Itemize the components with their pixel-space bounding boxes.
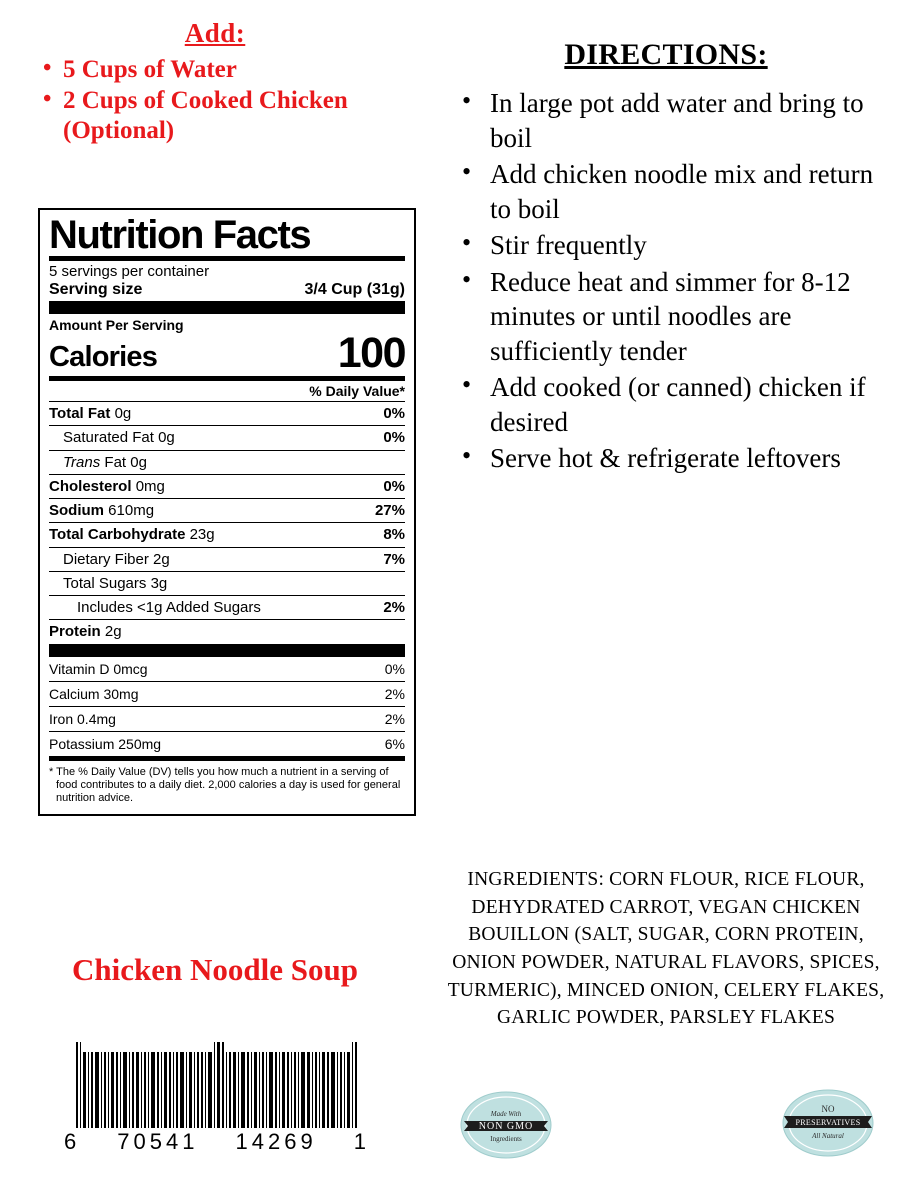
nutrient-amount: 2g bbox=[104, 623, 122, 641]
vitamin-label: Iron 0.4mg bbox=[49, 710, 116, 727]
barcode-bar bbox=[226, 1052, 227, 1128]
barcode-bar bbox=[148, 1052, 149, 1128]
barcode-bars bbox=[62, 1042, 372, 1128]
vitamin-row bbox=[49, 707, 405, 731]
nutrient-label: Includes <1g Added Sugars bbox=[77, 599, 261, 617]
barcode-bar bbox=[197, 1052, 199, 1128]
nutrition-facts-panel bbox=[38, 208, 416, 816]
nutrient-row bbox=[49, 596, 405, 619]
barcode-bar bbox=[214, 1042, 215, 1128]
nutrient-row bbox=[49, 548, 405, 571]
nutrient-amount: 0g bbox=[158, 429, 175, 447]
barcode-bar bbox=[151, 1052, 155, 1128]
barcode-bar bbox=[180, 1052, 184, 1128]
serving-size-row bbox=[49, 281, 405, 301]
list-item: • Add chicken noodle mix and return to boil bbox=[460, 157, 886, 226]
no-preservatives-seal-icon bbox=[782, 1088, 874, 1158]
nutrient-row bbox=[49, 523, 405, 546]
barcode-bar bbox=[217, 1042, 220, 1128]
barcode-bar bbox=[322, 1052, 325, 1128]
directions-list bbox=[432, 86, 900, 476]
right-column bbox=[432, 0, 900, 1200]
amount-per-serving-label: Amount Per Serving bbox=[49, 317, 184, 334]
nutrient-dv: 0% bbox=[383, 405, 405, 423]
barcode-bar bbox=[208, 1052, 212, 1128]
nutrient-row bbox=[49, 402, 405, 425]
barcode-bar bbox=[269, 1052, 273, 1128]
barcode-bar bbox=[201, 1052, 203, 1128]
seal-line3: Ingredients bbox=[490, 1135, 522, 1143]
nutrient-dv: 7% bbox=[383, 550, 405, 568]
nutrient-label: Trans bbox=[63, 453, 101, 471]
barcode-bar bbox=[169, 1052, 171, 1128]
barcode-bar bbox=[233, 1052, 236, 1128]
vitamin-label: Calcium 30mg bbox=[49, 685, 139, 702]
barcode-digit-group: 1 bbox=[353, 1129, 370, 1154]
barcode-bar bbox=[186, 1052, 187, 1128]
barcode-bar bbox=[254, 1052, 257, 1128]
seal-line2: PRESERVATIVES bbox=[795, 1118, 861, 1127]
barcode-bar bbox=[282, 1052, 285, 1128]
barcode-digits bbox=[62, 1128, 372, 1155]
barcode-bar bbox=[229, 1052, 231, 1128]
barcode-bar bbox=[101, 1052, 102, 1128]
seal-line1: Made With bbox=[490, 1110, 522, 1118]
barcode-bar bbox=[120, 1052, 121, 1128]
vitamin-row bbox=[49, 682, 405, 706]
barcode-bar bbox=[164, 1052, 167, 1128]
barcode-bar bbox=[251, 1052, 252, 1128]
nutrient-amount: 2g bbox=[153, 550, 170, 568]
vitamin-label: Vitamin D 0mcg bbox=[49, 660, 148, 677]
serving-size-label: Serving size bbox=[49, 281, 143, 299]
barcode-bar bbox=[123, 1052, 127, 1128]
barcode-bar bbox=[95, 1052, 99, 1128]
barcode-bar bbox=[291, 1052, 292, 1128]
barcode-bar bbox=[222, 1042, 224, 1128]
nutrient-dv: 2% bbox=[383, 599, 405, 617]
serving-size-value: 3/4 Cup (31g) bbox=[304, 281, 405, 299]
divider bbox=[49, 301, 405, 314]
vitamin-label: Potassium 250mg bbox=[49, 735, 162, 752]
vitamin-dv: 2% bbox=[384, 710, 405, 727]
seal-line3: All Natural bbox=[812, 1132, 844, 1140]
product-name: Chicken Noodle Soup bbox=[72, 952, 358, 987]
barcode-bar bbox=[161, 1052, 162, 1128]
barcode-bar bbox=[327, 1052, 329, 1128]
barcode-bar bbox=[194, 1052, 195, 1128]
add-section-title: Add: bbox=[184, 18, 246, 48]
non-gmo-seal-icon bbox=[460, 1090, 552, 1160]
barcode-bar bbox=[312, 1052, 313, 1128]
barcode-digit-group: 70541 bbox=[117, 1129, 199, 1154]
nutrient-amount: 0g bbox=[114, 405, 132, 423]
nutrition-facts-title: Nutrition Facts bbox=[49, 213, 311, 257]
barcode-bar bbox=[315, 1052, 317, 1128]
calories-row bbox=[49, 329, 405, 378]
vitamin-row bbox=[49, 657, 405, 681]
nutrient-label: Total Fat bbox=[49, 405, 111, 423]
list-item: • Reduce heat and simmer for 8-12 minutes or until noodles are sufficiently tender bbox=[460, 265, 886, 369]
nutrient-row bbox=[49, 426, 405, 449]
add-ingredients-list bbox=[37, 55, 393, 147]
nutrient-row bbox=[49, 572, 405, 595]
barcode-bar bbox=[352, 1042, 353, 1128]
barcode bbox=[62, 1042, 372, 1155]
list-item: • 5 Cups of Water bbox=[37, 55, 393, 86]
barcode-bar bbox=[340, 1052, 342, 1128]
nutrient-amount: 23g bbox=[189, 526, 215, 544]
nutrient-label: Dietary Fiber bbox=[63, 550, 149, 568]
barcode-bar bbox=[241, 1052, 245, 1128]
barcode-bar bbox=[129, 1052, 130, 1128]
list-item: • Serve hot & refrigerate leftovers bbox=[460, 441, 886, 476]
vitamin-dv: 0% bbox=[384, 660, 405, 677]
seal-line2: NON GMO bbox=[478, 1121, 534, 1132]
directions-title: DIRECTIONS: bbox=[564, 38, 768, 71]
barcode-bar bbox=[189, 1052, 192, 1128]
barcode-bar bbox=[331, 1052, 335, 1128]
nutrient-label: Protein bbox=[49, 623, 101, 641]
barcode-bar bbox=[144, 1052, 146, 1128]
barcode-bar bbox=[262, 1052, 264, 1128]
barcode-digit-group: 6 bbox=[64, 1129, 81, 1154]
nutrient-row bbox=[49, 620, 405, 643]
barcode-bar bbox=[136, 1052, 139, 1128]
add-section bbox=[0, 0, 430, 147]
nutrient-amount: 0mg bbox=[135, 477, 165, 495]
barcode-bar bbox=[116, 1052, 118, 1128]
barcode-bar bbox=[104, 1052, 106, 1128]
nutrient-amount: 3g bbox=[150, 574, 168, 592]
barcode-bar bbox=[279, 1052, 280, 1128]
barcode-bar bbox=[176, 1052, 178, 1128]
nutrient-label: Cholesterol bbox=[49, 477, 132, 495]
vitamin-dv: 2% bbox=[384, 685, 405, 702]
barcode-bar bbox=[111, 1052, 114, 1128]
barcode-bar bbox=[259, 1052, 260, 1128]
daily-value-header: % Daily Value* bbox=[309, 383, 405, 400]
barcode-bar bbox=[91, 1052, 93, 1128]
barcode-bar bbox=[307, 1052, 310, 1128]
barcode-bar bbox=[344, 1052, 345, 1128]
barcode-bar bbox=[355, 1042, 357, 1128]
servings-per-container: 5 servings per container bbox=[49, 263, 210, 281]
left-column bbox=[0, 0, 430, 1200]
barcode-bar bbox=[141, 1052, 142, 1128]
barcode-bar bbox=[287, 1052, 289, 1128]
nutrient-row bbox=[49, 499, 405, 522]
seal-line1: NO bbox=[821, 1104, 835, 1114]
barcode-bar bbox=[275, 1052, 277, 1128]
list-item: • 2 Cups of Cooked Chicken (Optional) bbox=[37, 86, 393, 147]
barcode-bar bbox=[157, 1052, 159, 1128]
nutrient-dv: 27% bbox=[374, 502, 405, 520]
nutrient-label: Sodium bbox=[49, 502, 104, 520]
ingredients-text: INGREDIENTS: CORN FLOUR, RICE FLOUR, DEHYDRATED CARROT, VEGAN CHICKEN BOUILLON (SALT, SUGAR, CORN PROTEIN, ONION POWDER, NATURAL FLAVORS, SPICES, TURMERIC), MINCED ONION, CELERY FLAKES, GARLIC POWDER, PARSLEY FLAKES bbox=[447, 869, 885, 1029]
barcode-bar bbox=[238, 1052, 239, 1128]
calories-label: Calories bbox=[49, 341, 158, 374]
vitamin-row bbox=[49, 732, 405, 756]
barcode-bar bbox=[80, 1042, 81, 1128]
divider bbox=[49, 644, 405, 657]
barcode-bar bbox=[205, 1052, 206, 1128]
nutrient-row bbox=[49, 475, 405, 498]
nutrient-label: Total Sugars bbox=[63, 574, 147, 592]
barcode-bar bbox=[294, 1052, 296, 1128]
nutrient-amount: 610mg bbox=[108, 502, 155, 520]
vitamin-dv: 6% bbox=[384, 735, 405, 752]
barcode-bar bbox=[88, 1052, 89, 1128]
barcode-bar bbox=[76, 1042, 78, 1128]
nutrient-amount: Fat 0g bbox=[104, 453, 147, 471]
barcode-bar bbox=[298, 1052, 299, 1128]
nutrient-dv: 8% bbox=[383, 526, 405, 544]
nutrient-label: Saturated Fat bbox=[63, 429, 154, 447]
barcode-bar bbox=[266, 1052, 267, 1128]
nutrient-row bbox=[49, 451, 405, 474]
barcode-bar bbox=[247, 1052, 249, 1128]
barcode-bar bbox=[347, 1052, 350, 1128]
barcode-bar bbox=[83, 1052, 86, 1128]
list-item: • Stir frequently bbox=[460, 228, 886, 263]
daily-value-footnote: * The % Daily Value (DV) tells you how much a nutrient in a serving of food contributes to a daily diet. 2,000 calories a day is used for general nutrition advice. bbox=[49, 765, 401, 805]
list-item: • Add cooked (or canned) chicken if desired bbox=[460, 370, 886, 439]
barcode-bar bbox=[301, 1052, 305, 1128]
barcode-bar bbox=[319, 1052, 320, 1128]
nutrient-label: Total Carbohydrate bbox=[49, 526, 186, 544]
nutrient-dv: 0% bbox=[383, 429, 405, 447]
calories-value: 100 bbox=[337, 329, 405, 378]
barcode-bar bbox=[337, 1052, 338, 1128]
barcode-digit-group: 14269 bbox=[235, 1129, 317, 1154]
barcode-bar bbox=[108, 1052, 109, 1128]
list-item: • In large pot add water and bring to boil bbox=[460, 86, 886, 155]
nutrient-dv: 0% bbox=[383, 477, 405, 495]
barcode-bar bbox=[173, 1052, 174, 1128]
barcode-bar bbox=[132, 1052, 134, 1128]
